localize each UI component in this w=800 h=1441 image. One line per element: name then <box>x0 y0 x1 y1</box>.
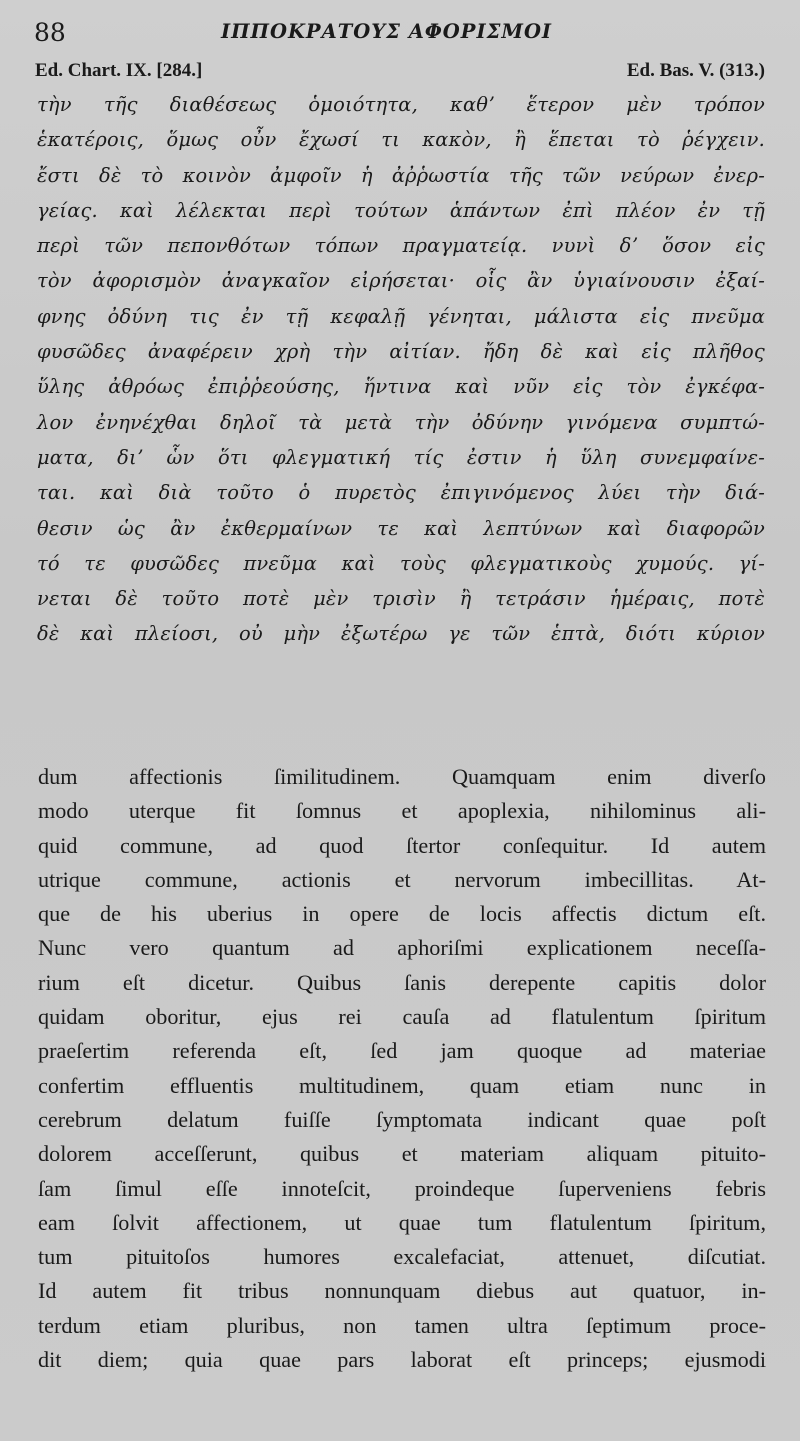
greek-text-line: περὶ τῶν πεπονθότων τόπων πραγματείᾳ. νυνὶ δʼ ὅσον εἰς <box>37 234 765 258</box>
latin-text-line: rium eſt dicetur. Quibus ſanis derepente capitis dolor <box>38 969 766 995</box>
running-title: ΙΠΠΟΚΡΑΤΟΥΣ ΑΦΟΡΙΣΜΟΙ <box>221 20 553 43</box>
greek-text-line: ὕλης ἀθρόως ἐπιῤῥεούσης, ἥντινα καὶ νῦν εἰς τὸν ἐγκέφα- <box>37 375 765 399</box>
latin-text-line: dit diem; quia quae pars laborat eſt princeps; ejusmodi <box>38 1347 766 1373</box>
latin-text-line: praeſertim referenda eſt, ſed jam quoque ad materiae <box>38 1038 766 1064</box>
edition-bas-reference: Ed. Bas. V. (313.) <box>626 60 765 81</box>
greek-text-line: γείας. καὶ λέλεκται περὶ τούτων ἁπάντων ἐπὶ πλέον ἐν τῇ <box>37 198 765 222</box>
greek-text-line: τὴν τῆς διαθέσεως ὁμοιότητα, καθʼ ἕτερον μὲν τρόπον <box>37 93 765 116</box>
greek-text-line: θεσιν ὡς ἂν ἐκθερμαίνων τε καὶ λεπτύνων καὶ διαφορῶν <box>37 516 765 540</box>
greek-text-line: ματα, διʼ ὧν ὅτι φλεγματική τίς ἐστιν ἡ ὕλη συνεμφαίνε- <box>37 445 765 469</box>
page-header <box>34 14 774 50</box>
greek-text-line: λον ἐνηνέχθαι δηλοῖ τὰ μετὰ τὴν ὀδύνην γινόμενα συμπτώ- <box>37 410 765 434</box>
latin-text-line: utrique commune, actionis et nervorum imbecillitas. At- <box>38 866 766 892</box>
edition-reference-line <box>35 60 765 88</box>
greek-text-line: τό τε φυσῶδες πνεῦμα καὶ τοὺς φλεγματικοὺς χυμούς. γί- <box>37 551 765 575</box>
greek-text-line: ἑκατέροις, ὅμως οὖν ἔχωσί τι κακὸν, ἢ ἕπεται τὸ ῥέγχειν. <box>37 128 765 152</box>
greek-text-line: ἔστι δὲ τὸ κοινὸν ἀμφοῖν ἡ ἀῤῥωστία τῆς τῶν νεύρων ἐνερ- <box>37 163 765 187</box>
latin-text-line: modo uterque fit ſomnus et apoplexia, nihilominus ali- <box>38 798 766 824</box>
greek-text-line: ται. καὶ διὰ τοῦτο ὁ πυρετὸς ἐπιγινόμενος λύει τὴν διά- <box>37 481 765 505</box>
latin-text-line: cerebrum delatum fuiſſe ſymptomata indicant quae poſt <box>38 1106 766 1132</box>
latin-text-line: eam ſolvit affectionem, ut quae tum flatulentum ſpiritum, <box>38 1209 766 1235</box>
latin-text-line: Nunc vero quantum ad aphoriſmi explicationem neceſſa- <box>38 935 766 961</box>
greek-text-line: νεται δὲ τοῦτο ποτὲ μὲν τρισὶν ἢ τετράσιν ἡμέραις, ποτὲ <box>37 587 765 611</box>
page-number: 88 <box>34 18 66 47</box>
greek-text-line: δὲ καὶ πλείοσι, οὐ μὴν ἐξωτέρω γε τῶν ἑπτὰ, διότι κύριον <box>37 622 765 646</box>
latin-text-line: tum pituitoſos humores excalefaciat, attenuet, diſcutiat. <box>38 1244 766 1270</box>
latin-text-line: quidam oboritur, ejus rei cauſa ad flatulentum ſpiritum <box>38 1004 766 1030</box>
greek-text-line: τὸν ἀφορισμὸν ἀναγκαῖον εἰρήσεται· οἷς ἂν ὑγιαίνουσιν ἐξαί- <box>37 269 765 293</box>
latin-text-line: Id autem fit tribus nonnunquam diebus aut quatuor, in- <box>38 1278 766 1304</box>
latin-text-line: ſam ſimul eſſe innoteſcit, proindeque ſuperveniens febris <box>38 1175 766 1201</box>
latin-text-line: que de his uberius in opere de locis affectis dictum eſt. <box>38 901 766 927</box>
latin-text-line: dum affectionis ſimilitudinem. Quamquam enim diverſo <box>38 764 766 789</box>
latin-text-line: dolorem acceſſerunt, quibus et materiam aliquam pituito- <box>38 1141 766 1167</box>
greek-text-line: φυσῶδες ἀναφέρειν χρὴ τὴν αἰτίαν. ἤδη δὲ καὶ εἰς πλῆθος <box>37 340 765 364</box>
edition-chart-reference: Ed. Chart. IX. [284.] <box>35 60 203 81</box>
greek-text-line: φνης ὀδύνη τις ἐν τῇ κεφαλῇ γένηται, μάλιστα εἰς πνεῦμα <box>37 304 765 328</box>
latin-text-line: confertim effluentis multitudinem, quam etiam nunc in <box>38 1072 766 1098</box>
latin-text-line: quid commune, ad quod ſtertor conſequitur. Id autem <box>38 832 766 858</box>
greek-text-block <box>37 87 765 652</box>
latin-text-line: terdum etiam pluribus, non tamen ultra ſeptimum proce- <box>38 1312 766 1338</box>
latin-text-block <box>38 760 766 1377</box>
